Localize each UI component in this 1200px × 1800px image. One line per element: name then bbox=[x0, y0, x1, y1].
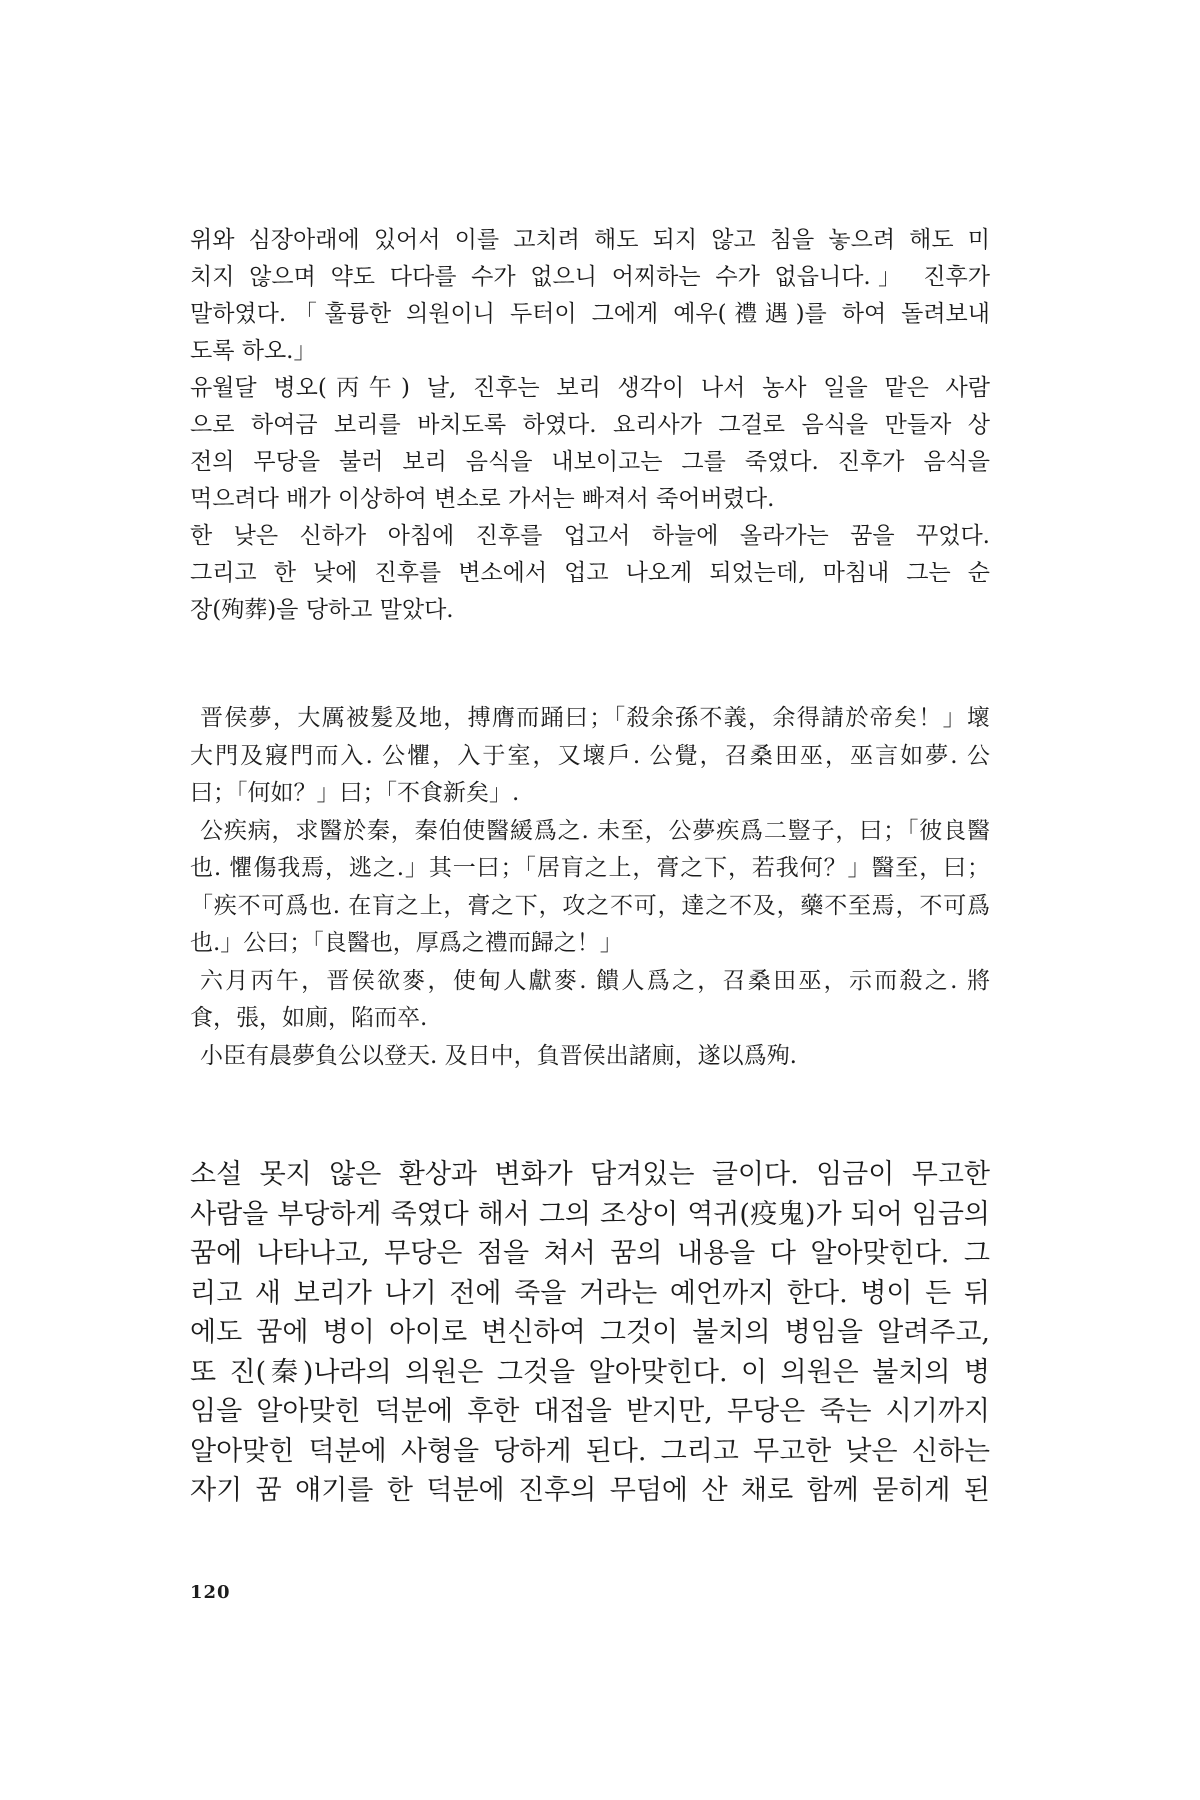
text-line: 한 낮은 신하가 아침에 진후를 업고서 하늘에 올라가는 꿈을 꾸었다. bbox=[190, 523, 990, 549]
text-line: 으로 하여금 보리를 바치도록 하였다. 요리사가 그걸로 음식을 만들자 상 bbox=[190, 412, 990, 438]
text-line: 꿈에 나타나고, 무당은 점을 쳐서 꿈의 내용을 다 알아맞힌다. 그 bbox=[190, 1238, 990, 1269]
classical-chinese-text bbox=[190, 700, 990, 1075]
text-line: 또 진(秦)나라의 의원은 그것을 알아맞힌다. 이 의원은 불치의 병 bbox=[190, 1356, 990, 1388]
text-line: 도록 하오.」 bbox=[190, 338, 317, 364]
text-line: 晋侯夢，大厲被髮及地，搏膺而踊曰；「殺余孫不義，余得請於帝矣！」壞 bbox=[200, 705, 990, 731]
text-line: 위와 심장아래에 있어서 이를 고치려 해도 되지 않고 침을 놓으려 해도 미 bbox=[190, 227, 990, 253]
text-line: 사람을 부당하게 죽였다 해서 그의 조상이 역귀(疫鬼)가 되어 임금의 bbox=[190, 1198, 990, 1230]
text-line: 六月丙午，晋侯欲麥，使甸人獻麥. 饋人爲之，召桑田巫，示而殺之. 將 bbox=[200, 967, 990, 994]
text-line: 유월달 병오(丙午) 날, 진후는 보리 생각이 나서 농사 일을 맡은 사람 bbox=[190, 375, 990, 401]
text-line: 말하였다.「훌륭한 의원이니 두터이 그에게 예우(禮遇)를 하여 돌려보내 bbox=[190, 301, 990, 327]
text-line: 치지 않으며 약도 다다를 수가 없으니 어찌하는 수가 없읍니다.」 진후가 bbox=[190, 264, 990, 290]
text-line: 알아맞힌 덕분에 사형을 당하게 된다. 그리고 무고한 낮은 신하는 bbox=[190, 1435, 990, 1467]
text-line: 大門及寢門而入. 公懼，入于室，又壞戶. 公覺，召桑田巫，巫言如夢. 公 bbox=[190, 742, 990, 769]
text-line: 먹으려다 배가 이상하여 변소로 가서는 빠져서 죽어버렸다. bbox=[190, 486, 775, 512]
text-line: 리고 새 보리가 나기 전에 죽을 거라는 예언까지 한다. 병이 든 뒤 bbox=[190, 1277, 990, 1309]
text-line: 에도 꿈에 병이 아이로 변신하여 그것이 불치의 병임을 알려주고, bbox=[190, 1317, 990, 1348]
text-line: 자기 꿈 얘기를 한 덕분에 진후의 무덤에 산 채로 함께 묻히게 된 bbox=[190, 1475, 990, 1506]
text-line: 임을 알아맞힌 덕분에 후한 대접을 받지만, 무당은 죽는 시기까지 bbox=[190, 1396, 990, 1427]
text-line: 장(殉葬)을 당하고 말았다. bbox=[190, 597, 454, 623]
text-line: 전의 무당을 불러 보리 음식을 내보이고는 그를 죽였다. 진후가 음식을 bbox=[190, 449, 990, 475]
text-line: 也.」公曰；「良醫也，厚爲之禮而歸之！」 bbox=[190, 930, 623, 956]
page-number: 120 bbox=[190, 1582, 231, 1603]
text-line: 「疾不可爲也. 在肓之上，膏之下，攻之不可，達之不及，藥不至焉，不可爲 bbox=[190, 892, 990, 919]
korean-translation-text bbox=[190, 222, 990, 629]
text-line: 小臣有晨夢負公以登天. 及日中，負晋侯出諸廁，遂以爲殉. bbox=[200, 1042, 797, 1069]
text-line: 食，張，如廁，陷而卒. bbox=[190, 1005, 428, 1031]
text-line: 曰；「何如？」曰；「不食新矣」. bbox=[190, 780, 520, 806]
text-line: 公疾病，求醫於秦，秦伯使醫緩爲之. 未至，公夢疾爲二豎子，曰；「彼良醫 bbox=[200, 817, 990, 844]
commentary-text bbox=[190, 1155, 990, 1511]
text-line: 也. 懼傷我焉，逃之.」其一曰；「居肓之上，膏之下，若我何？」醫至，曰； bbox=[190, 855, 990, 881]
text-line: 그리고 한 낮에 진후를 변소에서 업고 나오게 되었는데, 마침내 그는 순 bbox=[190, 560, 990, 586]
text-line: 소설 못지 않은 환상과 변화가 담겨있는 글이다. 임금이 무고한 bbox=[190, 1159, 990, 1190]
